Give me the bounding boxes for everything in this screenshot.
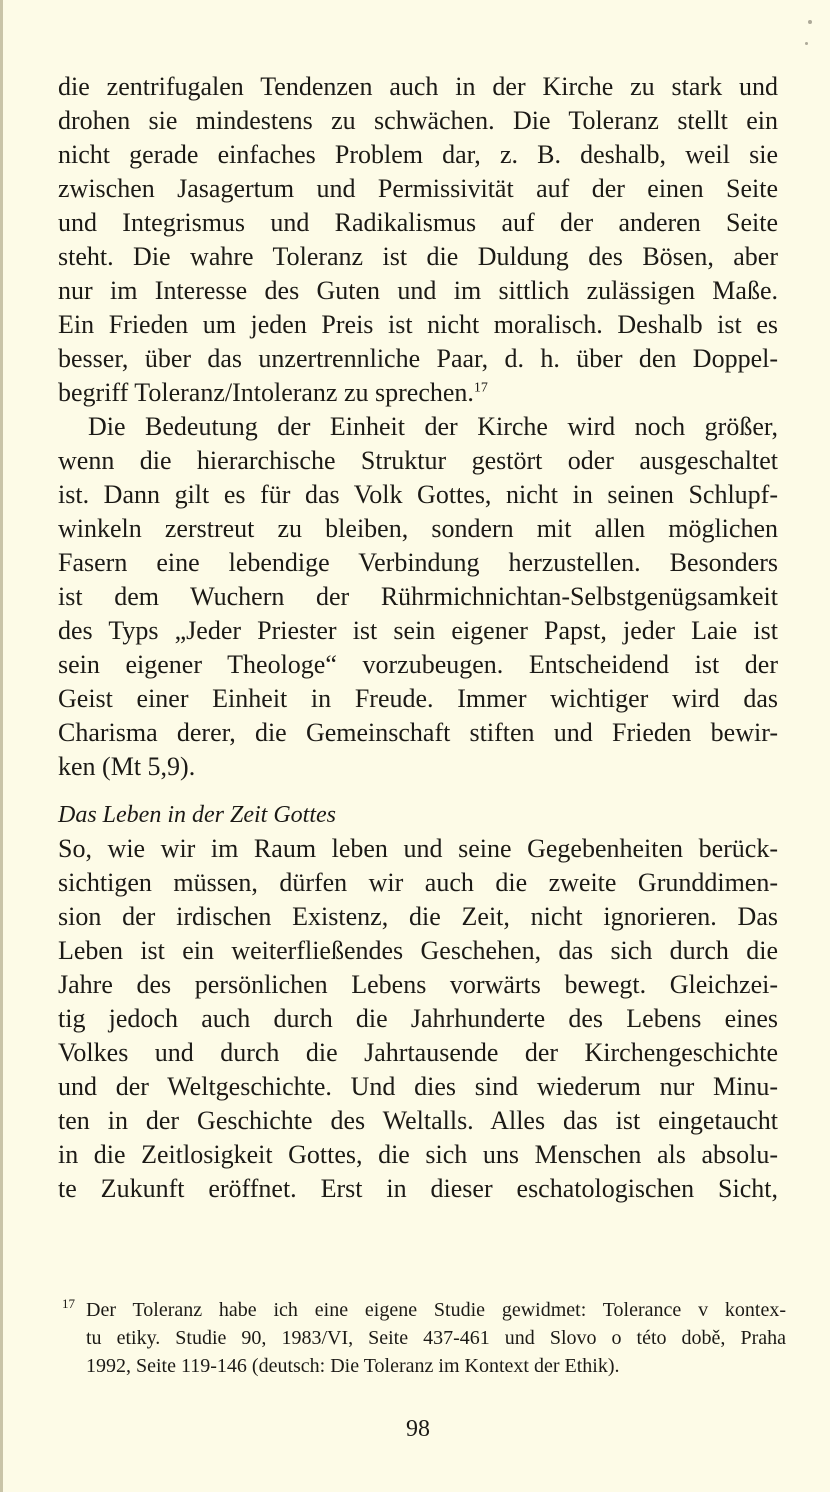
footnote-line-content: Der Toleranz habe ich eine eigene Studie gewidmet: Tolerance v kontex- [86, 1299, 786, 1321]
text-line: sichtigen müssen, dürfen wir auch die zweite Grunddimen- [58, 868, 778, 897]
text-line: die zentrifugalen Tendenzen auch in der Kirche zu stark und [58, 72, 778, 101]
paragraph-2 [58, 410, 778, 784]
footnote-line: 1992, Seite 119-146 (deutsch: Die Toleranz im Kontext der Ethik). [86, 1355, 620, 1377]
scan-speck [808, 20, 812, 24]
text-line: Leben ist ein weiterfließendes Geschehen, das sich durch die [58, 936, 778, 965]
text-line: ist dem Wuchern der Rührmichnichtan-Selbstgenügsamkeit [58, 582, 778, 611]
text-line: ken (Mt 5,9). [58, 752, 196, 781]
text-line: und Integrismus und Radikalismus auf der anderen Seite [58, 208, 778, 237]
footnote-reference: 17 [473, 380, 488, 396]
section-heading: Das Leben in der Zeit Gottes [58, 802, 336, 828]
text-line: sein eigener Theologe“ vorzubeugen. Entscheidend ist der [58, 650, 778, 679]
text-line [58, 376, 778, 410]
text-line: Fasern eine lebendige Verbindung herzustellen. Besonders [58, 548, 778, 577]
text-line: Volkes und durch die Jahrtausende der Kirchengeschichte [58, 1038, 778, 1067]
paragraph-3 [58, 832, 778, 1206]
footnote-line: tu etiky. Studie 90, 1983/VI, Seite 437-461 und Slovo o této době, Praha [86, 1327, 786, 1349]
text-line: nur im Interesse des Guten und im sittlich zulässigen Maße. [58, 276, 778, 305]
text-line: Jahre des persönlichen Lebens vorwärts bewegt. Gleichzei- [58, 970, 778, 999]
text-line-content: begriff Toleranz/Intoleranz zu sprechen. [58, 378, 474, 407]
text-line: und der Weltgeschichte. Und dies sind wiederum nur Minu- [58, 1072, 778, 1101]
scan-speck [805, 42, 808, 45]
text-line: in die Zeitlosigkeit Gottes, die sich uns Menschen als absolu- [58, 1140, 778, 1169]
text-line: winkeln zerstreut zu bleiben, sondern mit allen möglichen [58, 514, 778, 543]
footnote-line [58, 1296, 786, 1324]
text-line: des Typs „Jeder Priester ist sein eigener Papst, jeder Laie ist [58, 616, 778, 645]
text-line: steht. Die wahre Toleranz ist die Duldung des Bösen, aber [58, 242, 778, 271]
footnote [58, 1296, 786, 1380]
page-number: 98 [406, 1416, 430, 1442]
text-line: sion der irdischen Existenz, die Zeit, nicht ignorieren. Das [58, 902, 778, 931]
text-line: ist. Dann gilt es für das Volk Gottes, nicht in seinen Schlupf- [58, 480, 778, 509]
text-line: Ein Frieden um jeden Preis ist nicht moralisch. Deshalb ist es [58, 310, 778, 339]
text-line: tig jedoch auch durch die Jahrhunderte des Lebens eines [58, 1004, 778, 1033]
text-line: Geist einer Einheit in Freude. Immer wichtiger wird das [58, 684, 778, 713]
text-line: besser, über das unzertrennliche Paar, d. h. über den Doppel- [58, 344, 778, 373]
text-line: nicht gerade einfaches Problem dar, z. B. deshalb, weil sie [58, 140, 778, 169]
text-line: te Zukunft eröffnet. Erst in dieser eschatologischen Sicht, [58, 1174, 778, 1203]
paragraph-1 [58, 70, 778, 410]
text-line: So, wie wir im Raum leben und seine Gegebenheiten berück- [58, 834, 778, 863]
text-line: zwischen Jasagertum und Permissivität auf der einen Seite [58, 174, 778, 203]
text-line: ten in der Geschichte des Weltalls. Alles das ist eingetaucht [58, 1106, 778, 1135]
footnote-number: 17 [62, 1296, 75, 1311]
text-line: Charisma derer, die Gemeinschaft stiften und Frieden bewir- [58, 718, 778, 747]
text-line: drohen sie mindestens zu schwächen. Die Toleranz stellt ein [58, 106, 778, 135]
text-line: Die Bedeutung der Einheit der Kirche wird noch größer, [88, 412, 778, 441]
text-line: wenn die hierarchische Struktur gestört oder ausgeschaltet [58, 446, 778, 475]
